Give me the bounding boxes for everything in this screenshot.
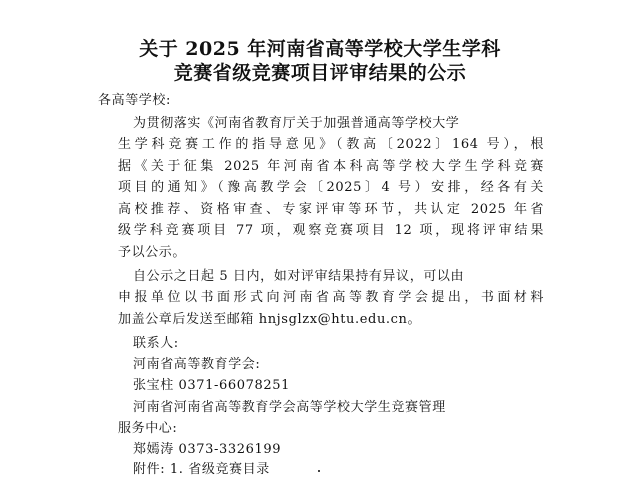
contact-person1: 张宝柱 0371-66078251 — [133, 378, 290, 393]
salutation: 各高等学校: — [98, 93, 171, 108]
paragraph1-line6: 级学科竞赛项目 77 项，观察竞赛项目 12 项，现将评审结果 — [118, 223, 544, 238]
paragraph2-line3: 加盖公章后发送至邮箱 hnjsglzx@htu.edu.cn。 — [118, 312, 422, 327]
contact-org2-line2: 服务中心: — [118, 421, 178, 436]
contact-org1: 河南省高等教育学会: — [133, 357, 261, 372]
paragraph1-line2: 生学科竞赛工作的指导意见》（教高〔2022〕164 号），根 — [118, 137, 544, 152]
paragraph1-line3: 据《关于征集 2025 年河南省本科高等学校大学生学科竞赛 — [118, 159, 544, 174]
paragraph1-line7: 予以公示。 — [118, 245, 187, 260]
attachment-line: 附件: 1. 省级竞赛目录 — [133, 462, 270, 477]
paragraph1-line4: 项目的通知》（豫高教学会〔2025〕4 号）安排，经各有关 — [118, 180, 544, 195]
paragraph2-line1: 自公示之日起 5 日内，如对评审结果持有异议，可以由 — [133, 269, 465, 284]
contact-person2: 郑嫣涛 0373-3326199 — [133, 442, 282, 457]
document-title-line2: 竞赛省级竞赛项目评审结果的公示 — [173, 62, 467, 84]
paragraph2-line2: 申报单位以书面形式向河南省高等教育学会提出，书面材料 — [118, 290, 544, 305]
contact-heading: 联系人: — [133, 336, 179, 351]
paragraph1-line1: 为贯彻落实《河南省教育厅关于加强普通高等学校大学 — [133, 116, 460, 131]
document-title-line1: 关于 2025 年河南省高等学校大学生学科 — [139, 38, 501, 60]
contact-org2-line1: 河南省河南省高等教育学会高等学校大学生竞赛管理 — [133, 400, 446, 415]
paragraph1-line5: 高校推荐、资格审查、专家评审等环节，共认定 2025 年省 — [118, 202, 544, 217]
page-mark — [318, 470, 320, 472]
